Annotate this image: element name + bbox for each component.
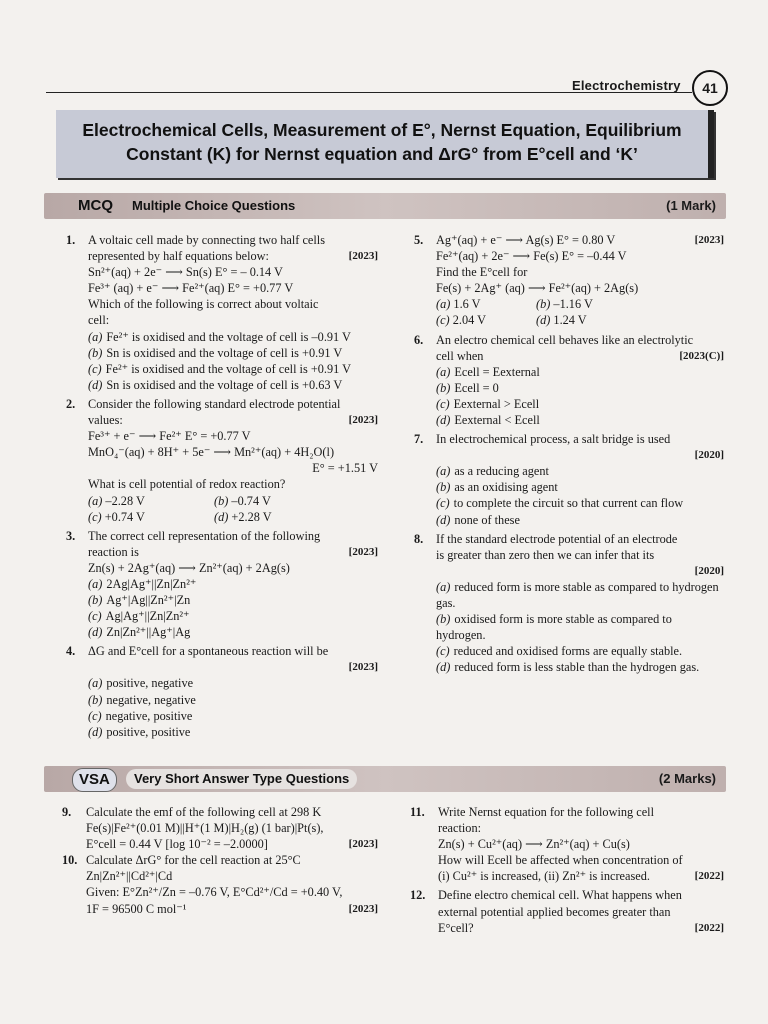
vsa-marks: (2 Marks) bbox=[658, 771, 716, 786]
equation: Fe(s) + 2Ag⁺ (aq) ⟶ Fe²⁺(aq) + 2Ag(s) bbox=[436, 281, 639, 296]
option-d: (d) +2.28 V bbox=[214, 509, 272, 524]
option-b: (b) Ecell = 0 bbox=[436, 380, 499, 395]
vsa-right-column bbox=[410, 804, 724, 936]
year-tag: [2023] bbox=[348, 414, 378, 427]
mcq-marks: (1 Mark) bbox=[666, 198, 716, 213]
option-a: (a) positive, negative bbox=[88, 676, 194, 691]
equation: Zn(s) + Cu²⁺(aq) ⟶ Zn²⁺(aq) + Cu(s) bbox=[438, 837, 630, 852]
question-8 bbox=[414, 531, 724, 676]
question-5 bbox=[414, 232, 724, 329]
year-tag: [2023] bbox=[694, 234, 724, 246]
question-text: cell: bbox=[88, 313, 110, 328]
option-a: (a) 1.6 V bbox=[436, 297, 481, 312]
section-title-box bbox=[56, 110, 714, 178]
mcq-left-column bbox=[66, 232, 378, 740]
vsa-band bbox=[44, 766, 726, 792]
section-title-line2: Constant (K) for Nernst equation and ΔrG° from E°cell and ‘K’ bbox=[126, 144, 638, 164]
option-a: (a) as a reducing agent bbox=[436, 464, 549, 479]
question-text: E°cell? bbox=[438, 920, 474, 935]
question-number: 7. bbox=[414, 432, 424, 447]
option-c: (c) Fe²⁺ is oxidised and the voltage of cell is +0.91 V bbox=[88, 361, 352, 376]
section-title bbox=[56, 118, 708, 166]
year-tag: [2023] bbox=[348, 838, 378, 851]
question-number: 4. bbox=[66, 644, 76, 659]
option-d: (d) none of these bbox=[436, 512, 520, 527]
question-text: Write Nernst equation for the following cell bbox=[438, 805, 654, 819]
chapter-title: Electrochemistry bbox=[572, 78, 681, 93]
equation: Fe(s)|Fe²⁺(0.01 M)||H⁺(1 M)|H₂(g) (1 bar)|Pt(s), bbox=[86, 821, 324, 836]
mcq-badge: MCQ bbox=[78, 197, 113, 214]
year-tag: [2023(C)] bbox=[679, 349, 724, 362]
option-d: (d) Sn is oxidised and the voltage of cell is +0.63 V bbox=[88, 377, 343, 392]
option-c: (c) Ag|Ag⁺||Zn|Zn²⁺ bbox=[88, 609, 190, 624]
vsa-left-column bbox=[62, 804, 378, 917]
equation: Zn(s) + 2Ag⁺(aq) ⟶ Zn²⁺(aq) + 2Ag(s) bbox=[88, 560, 290, 575]
option-b: (b) –0.74 V bbox=[214, 493, 271, 508]
year-tag: [2022] bbox=[694, 921, 724, 934]
question-12 bbox=[410, 887, 724, 935]
question-text: external potential applied becomes greater than bbox=[438, 904, 671, 919]
question-number: 3. bbox=[66, 528, 76, 543]
question-number: 1. bbox=[66, 233, 76, 247]
equation: 1F = 96500 C mol⁻¹ bbox=[86, 901, 187, 916]
option-d: (d) positive, positive bbox=[88, 724, 191, 739]
option-d: (d) Eexternal < Ecell bbox=[436, 413, 540, 428]
equation: MnO₄⁻(aq) + 8H⁺ + 5e⁻ ⟶ Mn²⁺(aq) + 4H₂O(l) bbox=[88, 445, 335, 460]
question-text: If the standard electrode potential of an electrode bbox=[436, 531, 678, 546]
question-text: How will Ecell be affected when concentration of bbox=[438, 853, 683, 868]
option-d: (d) 1.24 V bbox=[536, 313, 587, 328]
option-c: (c) +0.74 V bbox=[88, 509, 145, 524]
option-c: (c) 2.04 V bbox=[436, 313, 486, 328]
question-text: The correct cell representation of the following bbox=[88, 528, 321, 543]
year-tag: [2023] bbox=[348, 250, 378, 263]
options-row bbox=[436, 296, 724, 312]
option-a: (a) 2Ag|Ag⁺||Zn|Zn²⁺ bbox=[88, 576, 197, 591]
option-c: (c) negative, positive bbox=[88, 708, 193, 723]
equation: E°cell = 0.44 V [log 10⁻² = –2.0000] bbox=[86, 837, 268, 852]
question-2 bbox=[66, 396, 378, 525]
equation: Sn²⁺(aq) + 2e⁻ ⟶ Sn(s) E° = – 0.14 V bbox=[88, 265, 283, 280]
question-text: reaction: bbox=[438, 821, 482, 836]
question-text: Find the E°cell for bbox=[436, 265, 528, 280]
question-text: An electro chemical cell behaves like an electrolytic bbox=[436, 332, 694, 347]
mcq-band bbox=[44, 193, 726, 219]
question-4 bbox=[66, 643, 378, 739]
option-a: (a) reduced form is more stable as compared to hydrogen gas. bbox=[436, 579, 719, 610]
year-tag: [2022] bbox=[694, 870, 724, 883]
option-b: (b) oxidised form is more stable as compared to hydrogen. bbox=[436, 611, 672, 643]
option-d: (d) reduced form is less stable than the hydrogen gas. bbox=[436, 660, 700, 675]
mcq-right-column bbox=[414, 232, 724, 675]
question-text: reaction is bbox=[88, 544, 139, 559]
equation: E° = +1.51 V bbox=[312, 461, 378, 476]
option-b: (b) –1.16 V bbox=[536, 297, 593, 312]
question-9 bbox=[62, 804, 378, 852]
equation: Zn|Zn²⁺||Cd²⁺|Cd bbox=[86, 869, 173, 884]
question-text: is greater than zero then we can infer that its bbox=[436, 547, 655, 562]
equation: Ag⁺(aq) + e⁻ ⟶ Ag(s) E° = 0.80 V bbox=[436, 233, 616, 247]
question-1 bbox=[66, 232, 378, 393]
option-a: (a) –2.28 V bbox=[88, 493, 145, 508]
question-text: ΔG and E°cell for a spontaneous reaction will be bbox=[88, 644, 329, 659]
question-text: In electrochemical process, a salt bridge is used bbox=[436, 432, 671, 447]
equation: Fe³⁺ (aq) + e⁻ ⟶ Fe²⁺(aq) E° = +0.77 V bbox=[88, 281, 294, 296]
option-b: (b) as an oxidising agent bbox=[436, 480, 558, 495]
question-6 bbox=[414, 332, 724, 429]
option-b: (b) Ag⁺|Ag||Zn²⁺|Zn bbox=[88, 593, 191, 608]
mcq-label: Multiple Choice Questions bbox=[132, 198, 296, 213]
question-7 bbox=[414, 431, 724, 527]
option-a: (a) Fe²⁺ is oxidised and the voltage of cell is –0.91 V bbox=[88, 329, 351, 344]
options-row bbox=[88, 493, 378, 509]
year-tag: [2023] bbox=[348, 661, 378, 674]
question-text: Consider the following standard electrode potential bbox=[88, 396, 341, 411]
question-11 bbox=[410, 804, 724, 884]
question-number: 12. bbox=[410, 888, 426, 903]
question-text: Define electro chemical cell. What happens when bbox=[438, 888, 682, 903]
year-tag: [2023] bbox=[348, 902, 378, 915]
question-text: represented by half equations below: bbox=[88, 249, 269, 264]
question-number: 11. bbox=[410, 805, 425, 819]
question-text: (i) Cu²⁺ is increased, (ii) Zn²⁺ is increased. bbox=[438, 869, 650, 884]
question-3 bbox=[66, 528, 378, 641]
question-number: 8. bbox=[414, 531, 424, 546]
section-title-line1: Electrochemical Cells, Measurement of E°, Nernst Equation, Equilibrium bbox=[82, 120, 682, 140]
year-tag: [2020] bbox=[694, 449, 724, 462]
question-text: Calculate the emf of the following cell at 298 K bbox=[86, 805, 322, 819]
question-number: 6. bbox=[414, 332, 424, 347]
option-c: (c) Eexternal > Ecell bbox=[436, 396, 540, 411]
question-number: 9. bbox=[62, 805, 72, 819]
equation: Fe²⁺(aq) + 2e⁻ ⟶ Fe(s) E° = –0.44 V bbox=[436, 249, 627, 264]
question-text: Calculate ΔrG° for the cell reaction at 25°C bbox=[86, 853, 301, 868]
question-number: 5. bbox=[414, 233, 424, 247]
options-row bbox=[436, 312, 724, 328]
option-b: (b) negative, negative bbox=[88, 692, 196, 707]
header-rule bbox=[46, 92, 692, 93]
option-c: (c) to complete the circuit so that current can flow bbox=[436, 496, 684, 511]
equation: Given: E°Zn²⁺/Zn = –0.76 V, E°Cd²⁺/Cd = +0.40 V, bbox=[86, 885, 343, 900]
options-row bbox=[88, 509, 378, 525]
option-a: (a) Ecell = Eexternal bbox=[436, 364, 540, 379]
question-number: 10. bbox=[62, 853, 78, 868]
page-number: 41 bbox=[692, 70, 728, 106]
question-text: What is cell potential of redox reaction? bbox=[88, 477, 286, 492]
year-tag: [2020] bbox=[694, 564, 724, 577]
question-text: cell when bbox=[436, 348, 484, 363]
option-b: (b) Sn is oxidised and the voltage of cell is +0.91 V bbox=[88, 345, 343, 360]
equation: Fe³⁺ + e⁻ ⟶ Fe²⁺ E° = +0.77 V bbox=[88, 429, 251, 444]
question-number: 2. bbox=[66, 396, 76, 411]
question-text: A voltaic cell made by connecting two half cells bbox=[88, 233, 325, 247]
vsa-label: Very Short Answer Type Questions bbox=[126, 769, 357, 789]
option-d: (d) Zn|Zn²⁺||Ag⁺|Ag bbox=[88, 625, 191, 640]
question-text: Which of the following is correct about voltaic bbox=[88, 297, 319, 312]
vsa-badge: VSA bbox=[72, 768, 117, 792]
year-tag: [2023] bbox=[348, 545, 378, 558]
question-10 bbox=[62, 852, 378, 916]
option-c: (c) reduced and oxidised forms are equally stable. bbox=[436, 644, 683, 659]
question-text: values: bbox=[88, 413, 123, 428]
